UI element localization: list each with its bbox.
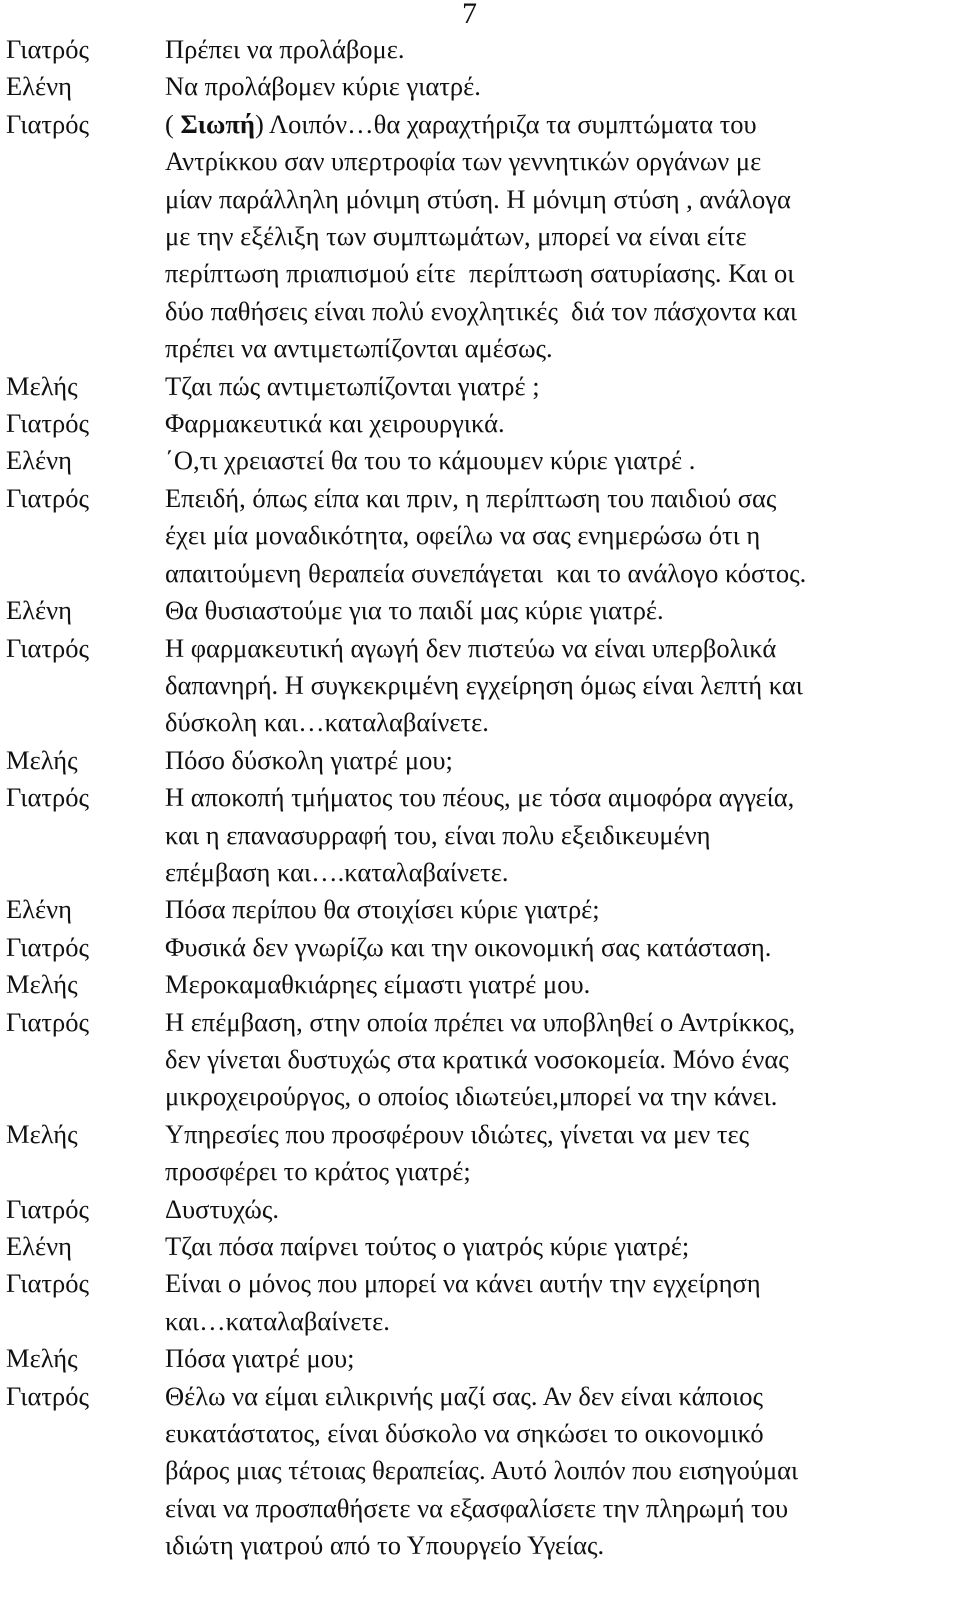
dialogue-entry	[6, 630, 952, 742]
speaker-name: Ελένη	[6, 894, 73, 925]
speaker-name: Μελής	[6, 744, 78, 775]
speaker-name: Μελής	[6, 1343, 78, 1374]
speech-line	[165, 1228, 952, 1265]
speech-line-text: Υπηρεσίες που προσφέρουν ιδιώτες, γίνεται να μεν τες	[165, 1118, 750, 1149]
speech-line-text: Πόσα γιατρέ μου;	[165, 1343, 355, 1374]
speech-line-text: μίαν παράλληλη μόνιμη στύση. Η μόνιμη στύση , ανάλογα	[165, 183, 791, 214]
speech-text	[165, 742, 952, 779]
speech-line	[165, 854, 952, 891]
speech-text	[165, 1340, 952, 1377]
dialogue-entry	[6, 368, 952, 405]
speech-line-text: Η αποκοπή τμήματος του πέους, με τόσα αιμοφόρα αγγεία,	[165, 782, 795, 813]
speech-line	[165, 555, 952, 592]
speech-text	[165, 779, 952, 891]
speech-text	[165, 1116, 952, 1191]
speaker-name: Μελής	[6, 370, 78, 401]
speech-text	[165, 1191, 952, 1228]
speech-line	[165, 1490, 952, 1527]
speech-line-text: δύο παθήσεις είναι πολύ ενοχλητικές διά τον πάσχοντα και	[165, 295, 798, 326]
speaker-name: Γιατρός	[6, 782, 90, 813]
dialogue-entry	[6, 31, 952, 68]
speech-line	[165, 1378, 952, 1415]
speech-line	[165, 1415, 952, 1452]
speech-line-text: δύσκολη και…καταλαβαίνετε.	[165, 707, 489, 738]
speech-text	[165, 31, 952, 68]
stage-direction-close: )	[254, 108, 264, 139]
speech-line-text: ΄Ο,τι χρειαστεί θα του το κάμουμεν κύριε γιατρέ .	[165, 445, 696, 476]
speaker-name: Γιατρός	[6, 1268, 90, 1299]
speech-line-text: πρέπει να αντιμετωπίζονται αμέσως.	[165, 333, 553, 364]
speech-line	[165, 1527, 952, 1564]
dialogue-entry	[6, 442, 952, 479]
speech-line-text: και η επανασυρραφή του, είναι πολυ εξειδικευμένη	[165, 819, 711, 850]
speech-line	[165, 1153, 952, 1190]
speech-line	[165, 1191, 952, 1228]
speech-line	[165, 480, 952, 517]
speech-line	[165, 704, 952, 741]
speech-line	[165, 1265, 952, 1302]
speaker-name: Ελένη	[6, 71, 73, 102]
speech-text	[165, 68, 952, 105]
speech-line	[165, 1078, 952, 1115]
speech-line-text: Μεροκαμαθκιάρηες είμαστι γιατρέ μου.	[165, 969, 591, 1000]
speech-text	[165, 368, 952, 405]
speech-line-text: με την εξέλιξη των συμπτωμάτων, μπορεί να είναι είτε	[165, 221, 747, 252]
speaker-name: Ελένη	[6, 1231, 73, 1261]
speech-text	[165, 966, 952, 1003]
speech-line-text: Τζαι πώς αντιμετωπίζονται γιατρέ ;	[165, 370, 540, 401]
dialogue-entry	[6, 405, 952, 442]
speech-text	[165, 1228, 952, 1265]
speaker-name: Γιατρός	[6, 408, 90, 439]
speech-line-text: επέμβαση και….καταλαβαίνετε.	[165, 856, 509, 887]
dialogue-entry	[6, 742, 952, 779]
dialogue-script	[6, 31, 952, 1565]
speech-line-text: Λοιπόν…θα χαραχτήριζα τα συμπτώματα του	[263, 108, 757, 139]
speech-line	[165, 891, 952, 928]
speech-line	[165, 1303, 952, 1340]
speech-line	[165, 1340, 952, 1377]
speech-line	[165, 143, 952, 180]
speaker-name: Γιατρός	[6, 1193, 90, 1224]
speech-line-text: βάρος μιας τέτοιας θεραπείας. Αυτό λοιπόν που εισηγούμαι	[165, 1455, 799, 1486]
dialogue-entry	[6, 592, 952, 629]
speech-line-text: Να προλάβομεν κύριε γιατρέ.	[165, 71, 481, 102]
speech-line-text: Θα θυσιαστούμε για το παιδί μας κύριε γιατρέ.	[165, 595, 664, 626]
speech-line	[165, 966, 952, 1003]
speaker-name: Γιατρός	[6, 931, 90, 962]
speech-line	[165, 405, 952, 442]
speech-line-text: Είναι ο μόνος που μπορεί να κάνει αυτήν την εγχείρηση	[165, 1268, 761, 1299]
speech-line-text: Φυσικά δεν γνωρίζω και την οικονομική σας κατάσταση.	[165, 931, 772, 962]
speech-line	[165, 630, 952, 667]
speech-line-text: Πόσα περίπου θα στοιχίσει κύριε γιατρέ;	[165, 894, 600, 925]
dialogue-entry	[6, 1340, 952, 1377]
speech-line	[165, 368, 952, 405]
page-number: 7	[462, 0, 477, 30]
speech-text	[165, 1004, 952, 1116]
speech-line-text: Θέλω να είμαι ειλικρινής μαζί σας. Αν δεν είναι κάποιος	[165, 1380, 764, 1411]
speaker-name: Ελένη	[6, 445, 73, 476]
speech-line-text: Η φαρμακευτική αγωγή δεν πιστεύω να είναι υπερβολικά	[165, 632, 777, 663]
dialogue-entry	[6, 1191, 952, 1228]
speech-line	[165, 592, 952, 629]
speech-line	[165, 929, 952, 966]
speaker-name: Γιατρός	[6, 482, 90, 513]
dialogue-entry	[6, 1378, 952, 1565]
speech-line	[165, 255, 952, 292]
dialogue-entry	[6, 106, 952, 368]
dialogue-entry	[6, 1228, 952, 1265]
speech-line	[165, 293, 952, 330]
speech-line-text: Αντρίκκου σαν υπερτροφία των γεννητικών οργάνων με	[165, 146, 762, 177]
speech-line	[165, 817, 952, 854]
speech-line-text: Πόσο δύσκολη γιατρέ μου;	[165, 744, 453, 775]
speech-text	[165, 442, 952, 479]
speech-line	[165, 181, 952, 218]
speaker-name: Γιατρός	[6, 632, 90, 663]
speech-line-text: προσφέρει το κράτος γιατρέ;	[165, 1156, 471, 1187]
speaker-name: Ελένη	[6, 595, 73, 626]
speech-line-text: Πρέπει να προλάβομε.	[165, 34, 405, 64]
dialogue-entry	[6, 966, 952, 1003]
speech-text	[165, 592, 952, 629]
speech-line-text: απαιτούμενη θεραπεία συνεπάγεται και το ανάλογο κόστος.	[165, 557, 807, 588]
speech-text	[165, 630, 952, 742]
dialogue-entry	[6, 891, 952, 928]
dialogue-entry	[6, 1116, 952, 1191]
dialogue-entry	[6, 929, 952, 966]
dialogue-entry	[6, 68, 952, 105]
speaker-name: Γιατρός	[6, 34, 90, 64]
speech-line-text: και…καταλαβαίνετε.	[165, 1305, 390, 1336]
stage-direction-open: (	[165, 108, 181, 139]
dialogue-entry	[6, 1265, 952, 1340]
speech-line-text: είναι να προσπαθήσετε να εξασφαλίσετε την πληρωμή του	[165, 1492, 789, 1523]
speaker-name: Μελής	[6, 969, 78, 1000]
speech-text	[165, 405, 952, 442]
speech-line	[165, 1041, 952, 1078]
speech-text	[165, 106, 952, 368]
speaker-name: Γιατρός	[6, 1380, 90, 1411]
speech-line-text: Φαρμακευτικά και χειρουργικά.	[165, 408, 505, 439]
speech-line-text: Επειδή, όπως είπα και πριν, η περίπτωση του παιδιού σας	[165, 482, 777, 513]
speech-line-text: Η επέμβαση, στην οποία πρέπει να υποβληθεί ο Αντρίκκος,	[165, 1006, 796, 1037]
speaker-name: Γιατρός	[6, 1006, 90, 1037]
speech-line-text: έχει μία μοναδικότητα, οφείλω να σας ενημερώσω ότι η	[165, 520, 761, 551]
speech-line	[165, 742, 952, 779]
speech-line	[165, 31, 952, 68]
speech-line-text: μικροχειρούργος, ο οποίος ιδιωτεύει,μπορεί να την κάνει.	[165, 1081, 778, 1112]
speech-text	[165, 1378, 952, 1565]
speech-line-text: δαπανηρή. Η συγκεκριμένη εγχείρηση όμως είναι λεπτή και	[165, 669, 803, 700]
dialogue-entry	[6, 1004, 952, 1116]
speech-line-text: Τζαι πόσα παίρνει τούτος ο γιατρός κύριε γιατρέ;	[165, 1231, 690, 1261]
speech-text	[165, 891, 952, 928]
speech-line-text: περίπτωση πριαπισμού είτε περίπτωση σατυρίασης. Και οι	[165, 258, 795, 289]
speech-line	[165, 330, 952, 367]
speech-line-text: ευκατάστατος, είναι δύσκολο να σηκώσει το οικονομικό	[165, 1418, 764, 1449]
speech-line-text: ιδιώτη γιατρού από το Υπουργείο Υγείας.	[165, 1530, 605, 1561]
speech-line	[165, 106, 952, 143]
speech-line	[165, 1116, 952, 1153]
speech-line	[165, 779, 952, 816]
speech-line	[165, 1452, 952, 1489]
speech-line	[165, 442, 952, 479]
speech-line-text: Δυστυχώς.	[165, 1193, 279, 1224]
speaker-name: Μελής	[6, 1118, 78, 1149]
speech-line-text: δεν γίνεται δυστυχώς στα κρατικά νοσοκομεία. Μόνο ένας	[165, 1043, 789, 1074]
speech-line	[165, 517, 952, 554]
speech-line	[165, 218, 952, 255]
speaker-name: Γιατρός	[6, 108, 90, 139]
speech-line	[165, 667, 952, 704]
speech-text	[165, 480, 952, 592]
speech-text	[165, 1265, 952, 1340]
speech-line	[165, 68, 952, 105]
speech-line	[165, 1004, 952, 1041]
dialogue-entry	[6, 779, 952, 891]
speech-text	[165, 929, 952, 966]
stage-direction: Σιωπή	[180, 108, 255, 139]
dialogue-entry	[6, 480, 952, 592]
